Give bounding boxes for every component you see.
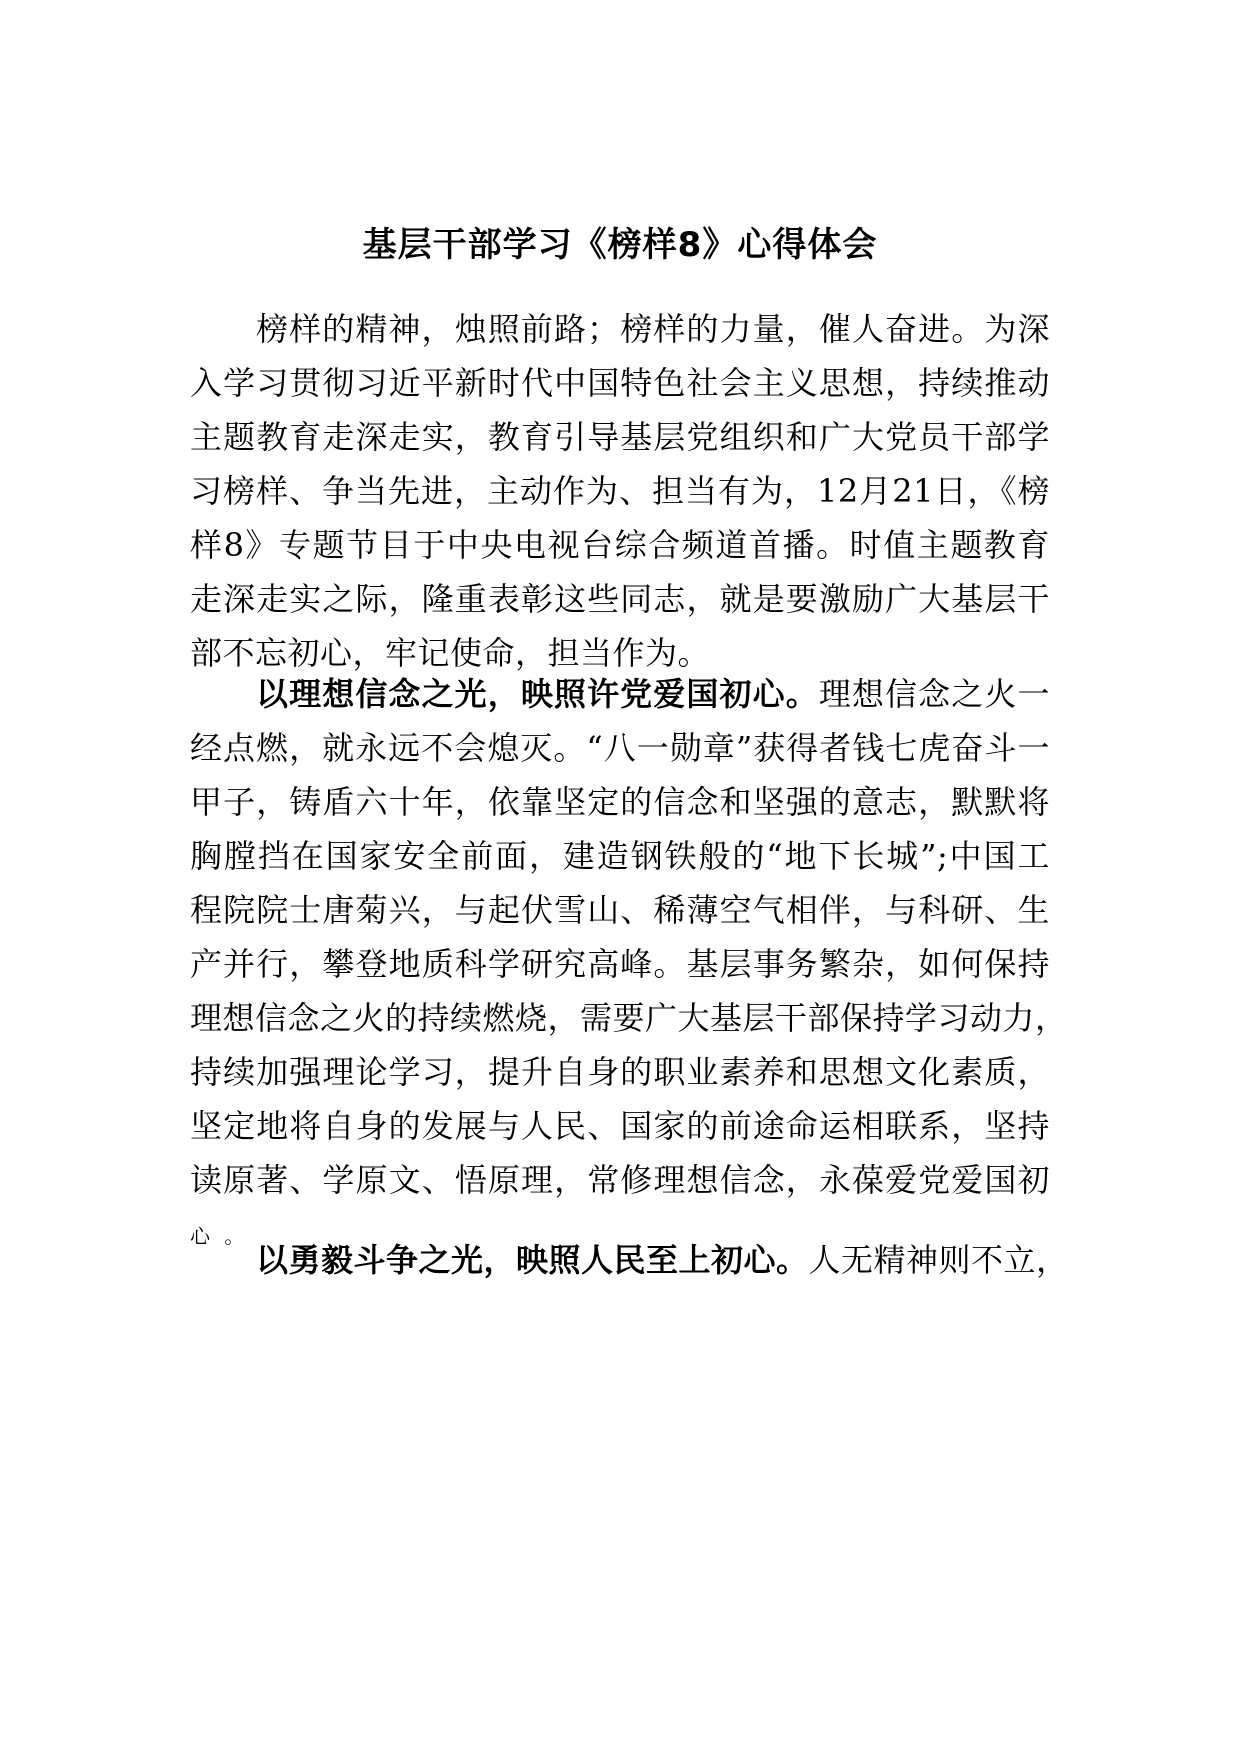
text-line (190, 667, 1050, 721)
text-fragment: 人无精神则不立， (808, 1241, 1069, 1279)
text-line: 程院院士唐菊兴，与起伏雪山、稀薄空气相伴，与科研、生 (190, 891, 1050, 929)
document-title: 基层干部学习《榜样8》心得体会 (362, 225, 878, 265)
text-line: 经点燃，就永远不会熄灭。“八一勋章”获得者钱七虎奋斗一 (190, 729, 1050, 767)
text-line: 部不忘初心，牢记使命，担当作为。 (190, 634, 711, 672)
text-line: 甲子，铸盾六十年，依靠坚定的信念和坚强的意志，默默将 (190, 783, 1050, 821)
paragraph-intro (190, 302, 1050, 680)
text-line-tail: 心 。 (190, 1224, 245, 1248)
section-heading-struggle: 以勇毅斗争之光，映照人民至上初心。 (256, 1241, 809, 1279)
text-line: 主题教育走深走实，教育引导基层党组织和广大党员干部学 (190, 418, 1050, 456)
text-line: 榜样的精神，烛照前路；榜样的力量，催人奋进。为深 (256, 310, 1050, 348)
text-line: 习榜样、争当先进，主动作为、担当有为，12月21日，《榜 (190, 472, 1050, 510)
text-fragment: 理想信念之火一 (818, 675, 1050, 713)
paragraph-struggle (190, 1233, 1069, 1287)
text-line: 持续加强理论学习，提升自身的职业素养和思想文化素质， (190, 1053, 1050, 1091)
section-heading-ideals: 以理想信念之光，映照许党爱国初心。 (256, 675, 819, 713)
paragraph-ideals (190, 667, 1068, 1251)
text-line: 入学习贯彻习近平新时代中国特色社会主义思想，持续推动 (190, 364, 1050, 402)
text-line: 胸膛挡在国家安全前面，建造钢铁般的“地下长城”;中国工 (190, 837, 1050, 875)
text-line: 样8》专题节目于中央电视台综合频道首播。时值主题教育 (190, 526, 1050, 564)
text-line: 理想信念之火的持续燃烧，需要广大基层干部保持学习动力， (190, 999, 1068, 1037)
text-line: 读原著、学原文、悟原理，常修理想信念，永葆爱党爱国初 (190, 1161, 1050, 1199)
text-line: 坚定地将自身的发展与人民、国家的前途命运相联系，坚持 (190, 1107, 1050, 1145)
text-line: 走深走实之际，隆重表彰这些同志，就是要激励广大基层干 (190, 580, 1050, 618)
text-line: 产并行，攀登地质科学研究高峰。基层事务繁杂，如何保持 (190, 945, 1050, 983)
text-line (190, 1233, 1069, 1287)
